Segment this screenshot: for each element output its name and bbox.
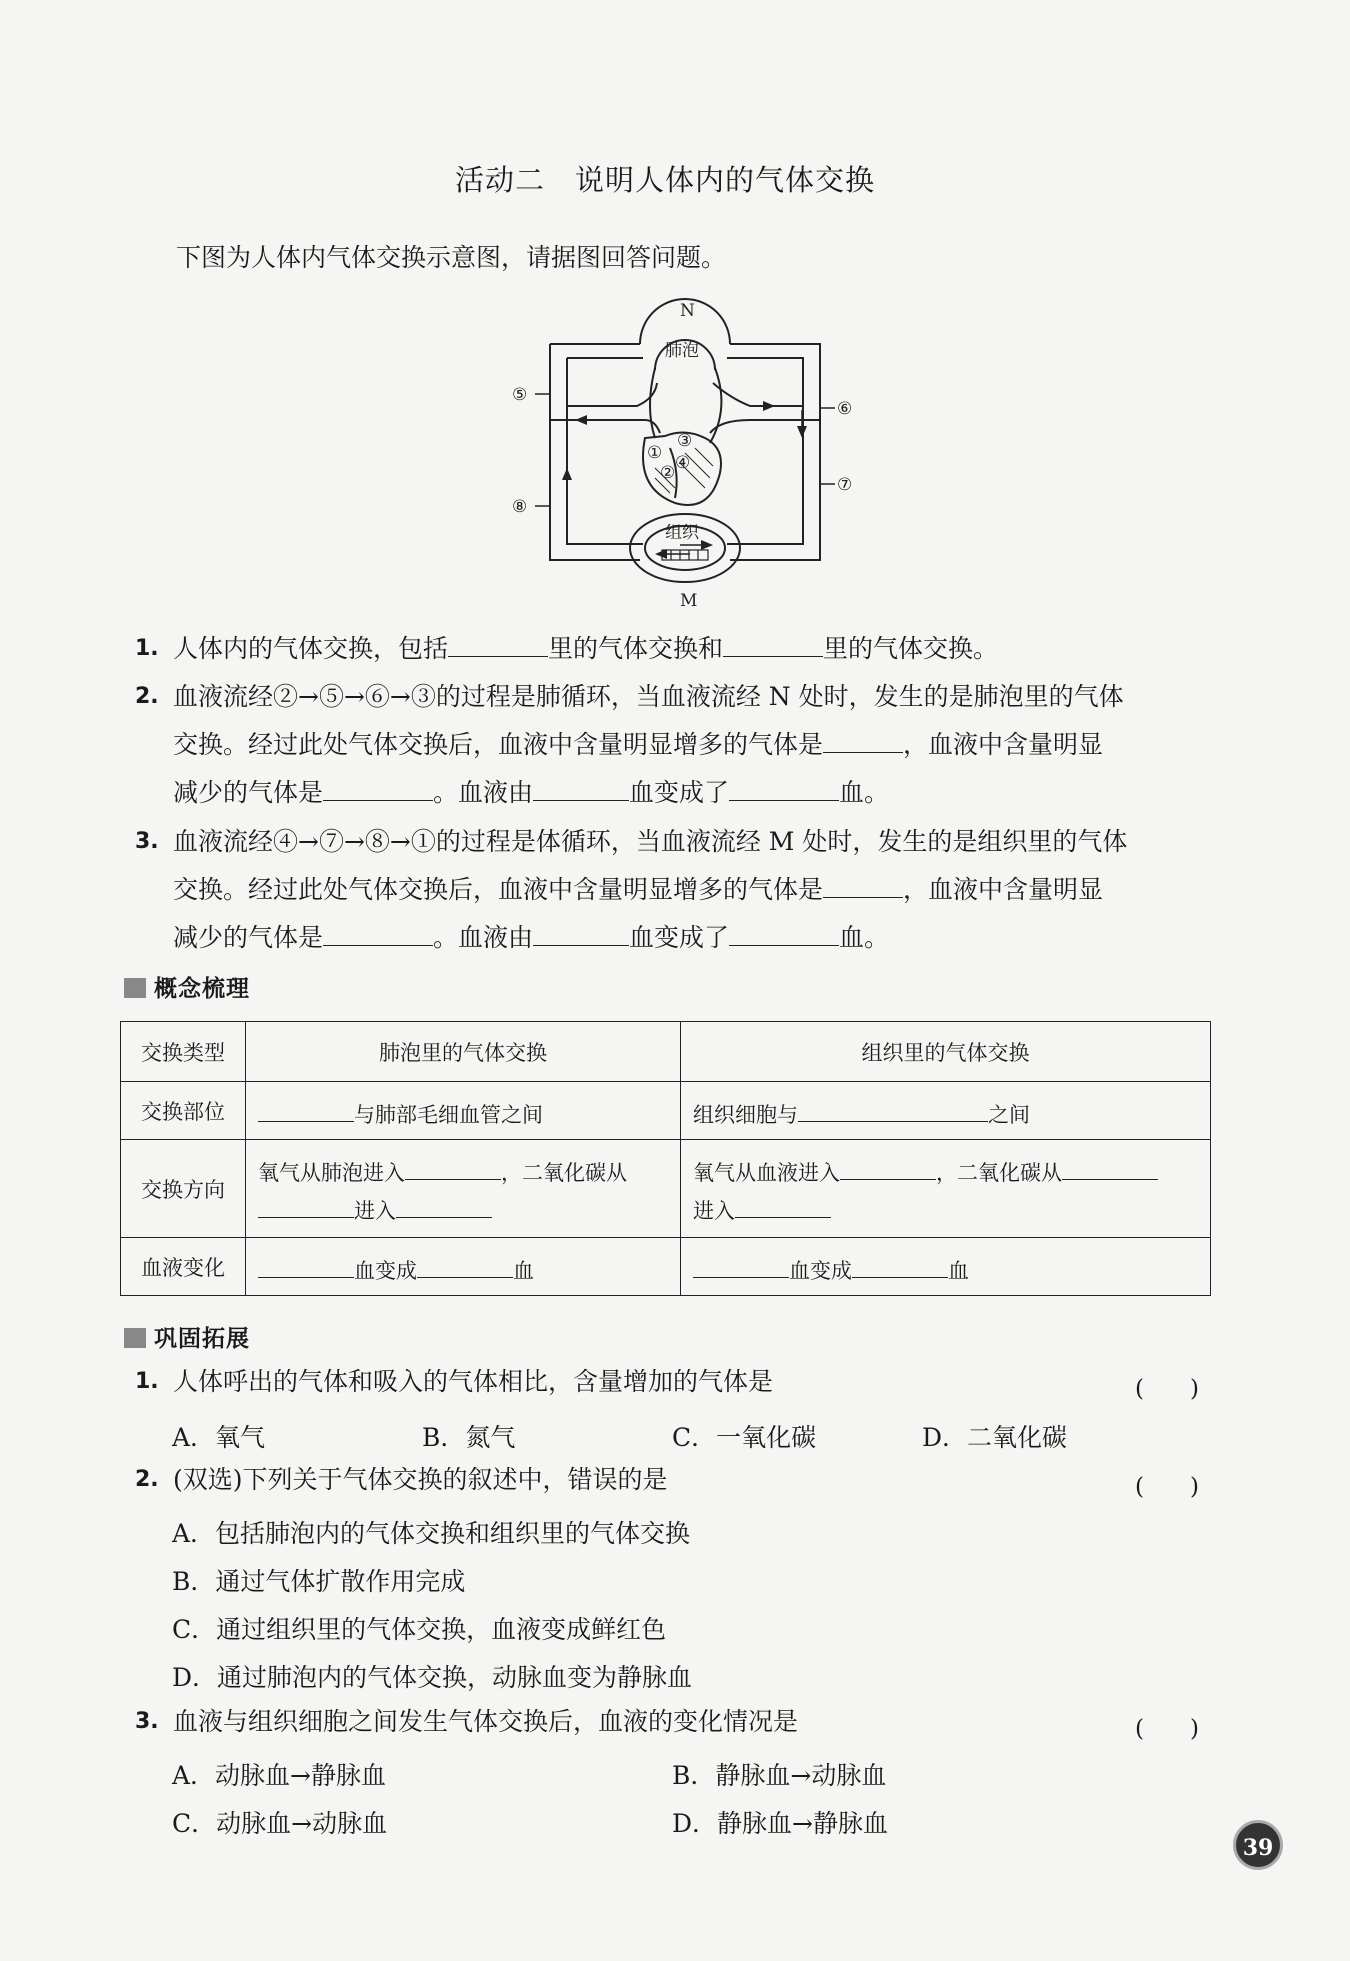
option-b[interactable]: B．静脉血→动脉血 bbox=[672, 1761, 887, 1790]
answer-blank[interactable] bbox=[693, 1249, 789, 1278]
concept-table: 交换类型 肺泡里的气体交换 组织里的气体交换 交换部位 与肺部毛细血管之间 组织细胞与 之间 交换方向 氧气从肺泡进入 ，二氧化碳从 进入 氧气从血液进入 ，二氧化碳从 进入 血液变化 血变成 血 血变成 血 bbox=[120, 1021, 1211, 1296]
answer-blank[interactable] bbox=[396, 1189, 492, 1218]
label-m: M bbox=[680, 591, 698, 608]
circle-2: ② bbox=[660, 463, 676, 483]
answer-blank[interactable] bbox=[323, 772, 433, 801]
circle-8: ⑧ bbox=[512, 497, 528, 517]
answer-paren[interactable]: ( ) bbox=[1135, 1474, 1199, 1500]
intro-text: 下图为人体内气体交换示意图，请据图回答问题。 bbox=[176, 243, 727, 272]
circle-3: ③ bbox=[677, 431, 693, 451]
answer-paren[interactable]: ( ) bbox=[1135, 1716, 1199, 1742]
answer-blank[interactable] bbox=[323, 917, 433, 946]
answer-blank[interactable] bbox=[729, 917, 839, 946]
circle-4: ④ bbox=[675, 453, 691, 473]
option-d[interactable]: D．二氧化碳 bbox=[922, 1423, 1068, 1452]
answer-blank[interactable] bbox=[823, 724, 903, 753]
fill-question-2: 2. 血液流经②→⑤→⑥→③的过程是肺循环，当血液流经 N 处时，发生的是肺泡里的气体 交换。经过此处气体交换后，血液中含量明显增多的气体是 ，血液中含量明显 减少的气体是 。血液由 血变成了 血。 bbox=[135, 682, 1124, 807]
tissue-label: 组织 bbox=[665, 523, 699, 543]
page-title: 活动二 说明人体内的气体交换 bbox=[454, 163, 875, 197]
answer-blank[interactable] bbox=[840, 1151, 936, 1180]
option-b[interactable]: B．氮气 bbox=[422, 1423, 516, 1452]
answer-blank[interactable] bbox=[798, 1093, 988, 1122]
section-marker-icon bbox=[124, 978, 146, 998]
answer-blank[interactable] bbox=[258, 1189, 354, 1218]
option-a[interactable]: A．动脉血→静脉血 bbox=[172, 1761, 387, 1790]
fill-question-1: 1. 人体内的气体交换，包括 里的气体交换和 里的气体交换。 bbox=[135, 625, 1225, 673]
option-c[interactable]: C．动脉血→动脉血 bbox=[172, 1809, 388, 1838]
answer-blank[interactable] bbox=[533, 917, 629, 946]
answer-blank[interactable] bbox=[852, 1249, 948, 1278]
option-c[interactable]: C．一氧化碳 bbox=[672, 1423, 817, 1452]
circle-1: ① bbox=[647, 443, 663, 463]
answer-blank[interactable] bbox=[448, 628, 548, 657]
section-marker-icon bbox=[124, 1328, 146, 1348]
mc-question-2: 2. (双选)下列关于气体交换的叙述中，错误的是 bbox=[135, 1465, 668, 1494]
answer-blank[interactable] bbox=[258, 1093, 354, 1122]
answer-blank[interactable] bbox=[258, 1249, 354, 1278]
section-concept-review: 概念梳理 bbox=[124, 970, 250, 1003]
answer-paren[interactable]: ( ) bbox=[1135, 1376, 1199, 1402]
circle-5: ⑤ bbox=[512, 385, 528, 405]
option-c[interactable]: C．通过组织里的气体交换，血液变成鲜红色 bbox=[172, 1615, 667, 1644]
answer-blank[interactable] bbox=[405, 1151, 501, 1180]
option-b[interactable]: B．通过气体扩散作用完成 bbox=[172, 1567, 466, 1596]
answer-blank[interactable] bbox=[729, 772, 839, 801]
mc-question-1: 1. 人体呼出的气体和吸入的气体相比，含量增加的气体是 bbox=[135, 1367, 774, 1396]
answer-blank[interactable] bbox=[723, 628, 823, 657]
alveolus-label: 肺泡 bbox=[665, 341, 699, 361]
option-d[interactable]: D．通过肺泡内的气体交换，动脉血变为静脉血 bbox=[172, 1663, 693, 1692]
fill-question-3: 3. 血液流经④→⑦→⑧→①的过程是体循环，当血液流经 M 处时，发生的是组织里的气体 交换。经过此处气体交换后，血液中含量明显增多的气体是 ，血液中含量明显 减少的气体是 。血液由 血变成了 血。 bbox=[135, 827, 1128, 952]
answer-blank[interactable] bbox=[735, 1189, 831, 1218]
option-a[interactable]: A．氧气 bbox=[172, 1423, 266, 1452]
answer-blank[interactable] bbox=[417, 1249, 513, 1278]
page-number: 39 bbox=[1233, 1820, 1283, 1870]
section-consolidation: 巩固拓展 bbox=[124, 1320, 250, 1353]
option-a[interactable]: A．包括肺泡内的气体交换和组织里的气体交换 bbox=[172, 1519, 691, 1548]
gas-exchange-diagram bbox=[505, 298, 865, 608]
answer-blank[interactable] bbox=[823, 869, 903, 898]
label-n: N bbox=[680, 301, 695, 321]
mc-question-3: 3. 血液与组织细胞之间发生气体交换后，血液的变化情况是 bbox=[135, 1707, 799, 1736]
answer-blank[interactable] bbox=[533, 772, 629, 801]
circle-7: ⑦ bbox=[837, 475, 853, 495]
option-d[interactable]: D．静脉血→静脉血 bbox=[672, 1809, 888, 1838]
circle-6: ⑥ bbox=[837, 399, 853, 419]
answer-blank[interactable] bbox=[1062, 1151, 1158, 1180]
